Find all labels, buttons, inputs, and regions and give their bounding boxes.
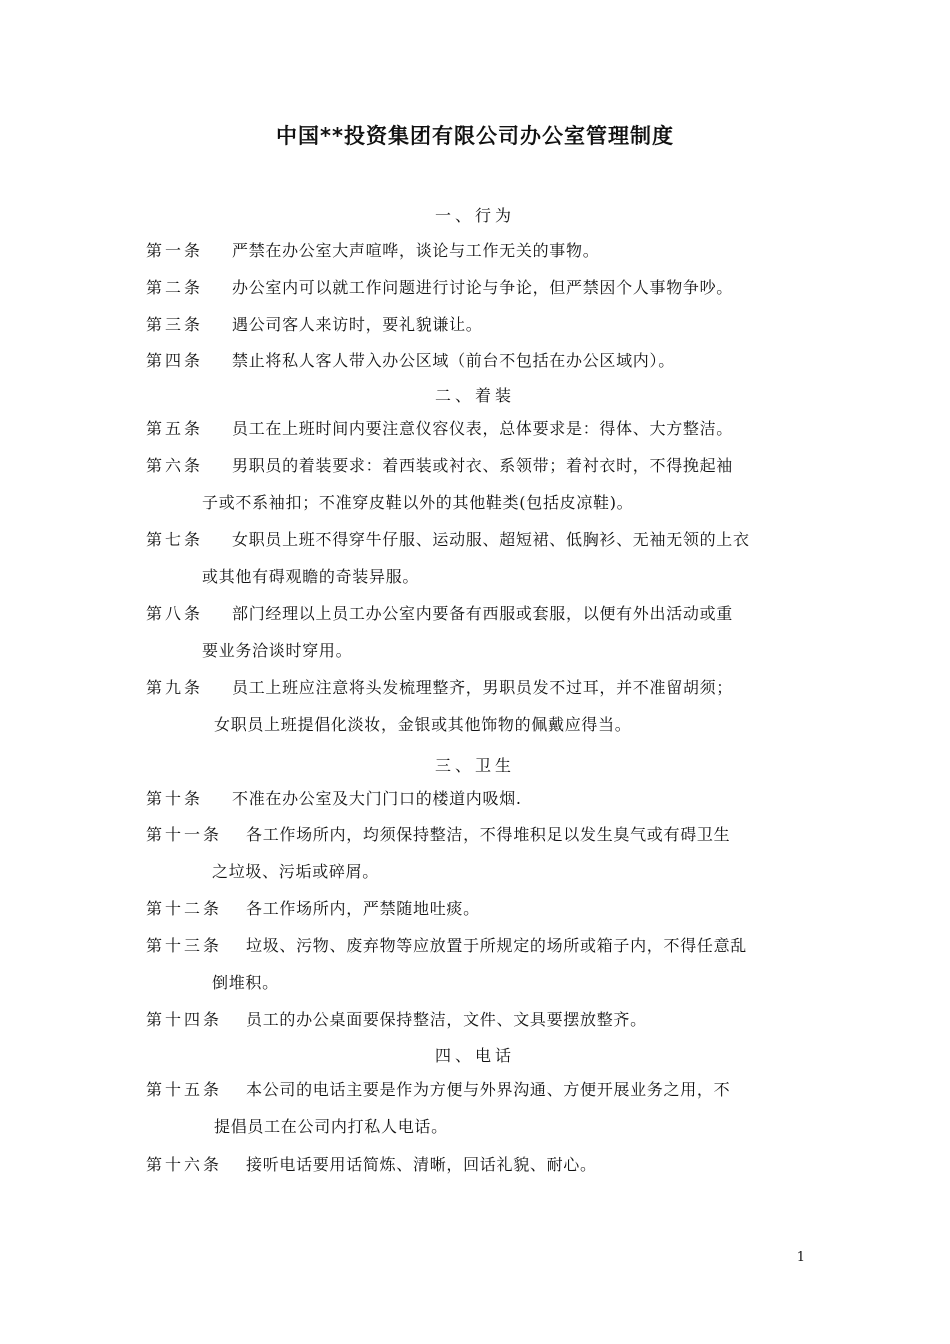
article-text: 女职员上班不得穿牛仔服、运动服、超短裙、低胸衫、无袖无领的上衣 [232, 530, 750, 549]
article-number: 第十条 [146, 789, 204, 808]
section-heading: 三、卫生 [434, 756, 515, 775]
article-text: 严禁在办公室大声喧哗，谈论与工作无关的事物。 [232, 241, 600, 260]
article [146, 816, 816, 890]
article-number: 第十一条 [146, 825, 223, 844]
article-text-continued: 提倡员工在公司内打私人电话。 [214, 1117, 448, 1136]
article-text: 男职员的着装要求：着西装或衬衣、系领带；着衬衣时，不得挽起袖 [232, 456, 734, 475]
article-number: 第七条 [146, 530, 204, 549]
article-text: 垃圾、污物、废弃物等应放置于所规定的场所或箱子内，不得任意乱 [246, 936, 748, 955]
article [146, 447, 816, 521]
article [146, 1001, 816, 1038]
section-heading: 四、电话 [434, 1046, 515, 1065]
article [146, 232, 816, 269]
article-text: 接听电话要用话简炼、清晰，回话礼貌、耐心。 [246, 1155, 597, 1174]
article [146, 890, 816, 927]
article-number: 第五条 [146, 419, 204, 438]
article-text-continued: 倒堆积。 [212, 973, 279, 992]
article-text: 员工上班应注意将头发梳理整齐，男职员发不过耳，并不准留胡须； [232, 678, 734, 697]
article-text: 遇公司客人来访时，要礼貌谦让。 [232, 315, 483, 334]
article [146, 1071, 816, 1145]
article [146, 521, 816, 595]
section-heading: 二、着装 [434, 386, 515, 405]
article-text-continued: 或其他有碍观瞻的奇装异服。 [202, 567, 420, 586]
article [146, 927, 816, 1001]
article-text-continued: 女职员上班提倡化淡妆，金银或其他饰物的佩戴应得当。 [214, 715, 632, 734]
article-text-continued: 要业务洽谈时穿用。 [202, 641, 353, 660]
article-text: 员工在上班时间内要注意仪容仪表，总体要求是：得体、大方整洁。 [232, 419, 734, 438]
article [146, 1146, 816, 1183]
article-text: 不准在办公室及大门门口的楼道内吸烟. [232, 789, 522, 808]
article [146, 595, 816, 669]
article-number: 第十三条 [146, 936, 223, 955]
article [146, 780, 816, 817]
article-text: 员工的办公桌面要保持整洁，文件、文具要摆放整齐。 [246, 1010, 647, 1029]
article-text: 办公室内可以就工作问题进行讨论与争论，但严禁因个人事物争吵。 [232, 278, 734, 297]
article-number: 第十五条 [146, 1080, 223, 1099]
article [146, 342, 816, 379]
page-number: 1 [796, 1250, 805, 1265]
article-number: 第六条 [146, 456, 204, 475]
article-number: 第八条 [146, 604, 204, 623]
article [146, 410, 816, 447]
article-text: 各工作场所内，均须保持整洁，不得堆积足以发生臭气或有碍卫生 [246, 825, 731, 844]
article-number: 第一条 [146, 241, 204, 260]
article-number: 第十六条 [146, 1155, 223, 1174]
article [146, 306, 816, 343]
article [146, 269, 816, 306]
article-text: 部门经理以上员工办公室内要备有西服或套服，以便有外出活动或重 [232, 604, 734, 623]
page-title: 中国**投资集团有限公司办公室管理制度 [276, 124, 674, 148]
article-text-continued: 之垃圾、污垢或碎屑。 [212, 862, 380, 881]
section-heading: 一、行为 [434, 206, 515, 225]
article-number: 第四条 [146, 351, 204, 370]
article-number: 第三条 [146, 315, 204, 334]
article-text: 本公司的电话主要是作为方便与外界沟通、方便开展业务之用，不 [246, 1080, 731, 1099]
article-number: 第二条 [146, 278, 204, 297]
article [146, 669, 816, 743]
article-text-continued: 子或不系袖扣；不准穿皮鞋以外的其他鞋类(包括皮凉鞋)。 [202, 493, 634, 512]
article-number: 第十四条 [146, 1010, 223, 1029]
article-number: 第九条 [146, 678, 204, 697]
article-text: 禁止将私人客人带入办公区域（前台不包括在办公区域内）。 [232, 351, 675, 370]
article-number: 第十二条 [146, 899, 223, 918]
article-text: 各工作场所内，严禁随地吐痰。 [246, 899, 480, 918]
